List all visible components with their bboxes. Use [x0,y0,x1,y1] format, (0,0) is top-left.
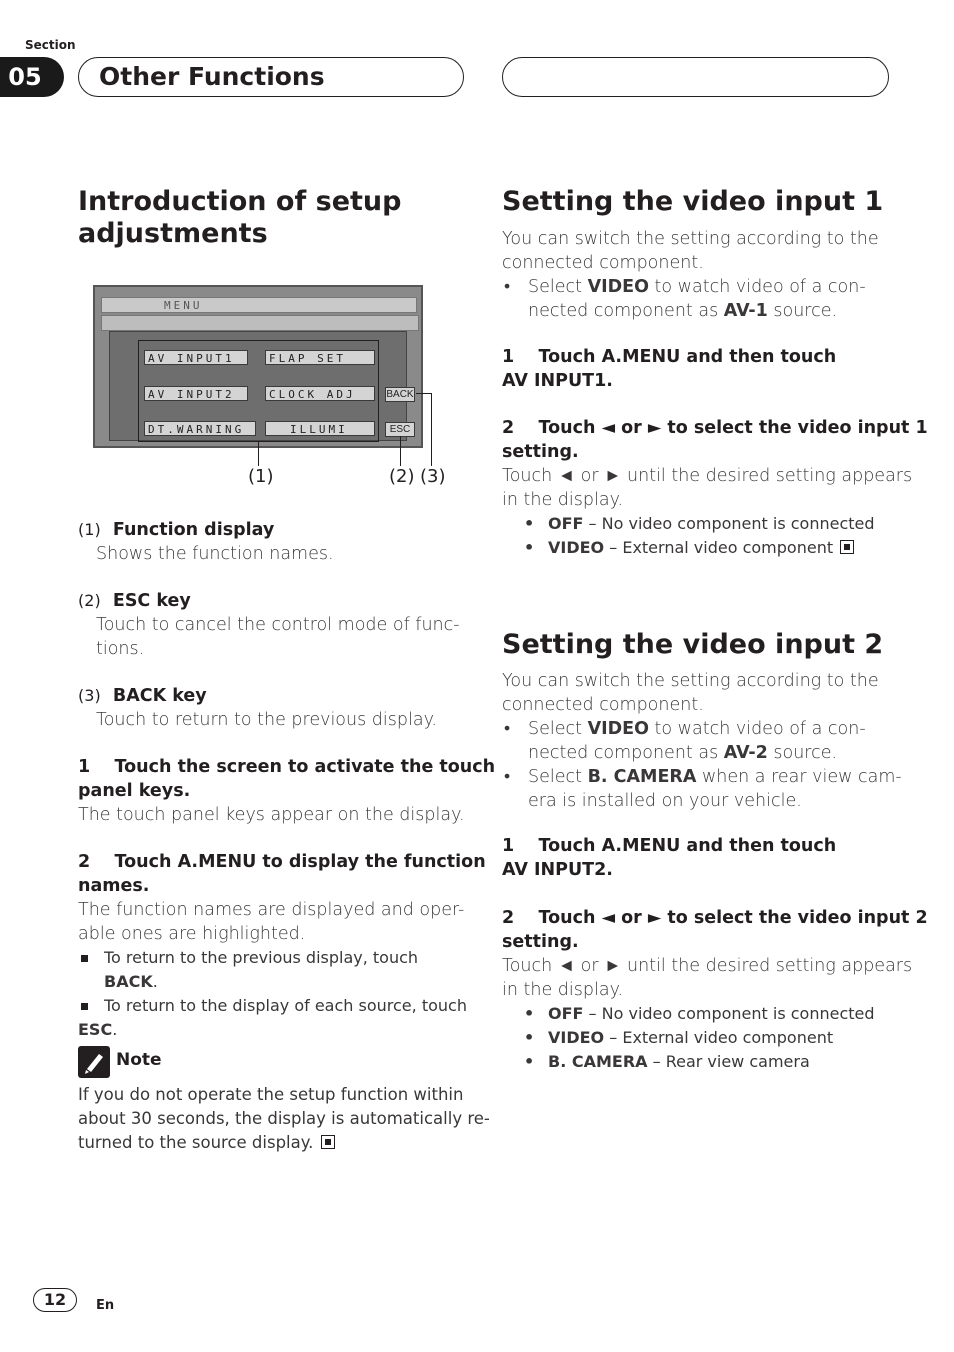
callout-number-1: (1) [248,466,274,487]
step1-text: The touch panel keys appear on the display. [78,805,465,825]
video-input1-step1: 1 Touch A.MENU and then touch AV INPUT1. [502,347,837,391]
screen-button-av-input1: AV INPUT1 [144,350,248,365]
intro-heading: Introduction of setup adjustments [78,186,402,249]
video-input1-options [502,512,875,560]
page-number: 12 [33,1288,77,1312]
chapter-title: Other Functions [78,57,464,97]
video-input1-step2: 2 Touch ◄ or ► to select the video input 1 setting. [502,418,928,462]
screen-sub-bar [101,315,419,331]
note-pencil-icon [78,1046,110,1078]
video-input2-bullet-camera: • Select B. CAMERA when a rear view cam- era is installed on your vehicle. [502,765,902,813]
screen-button-illumi: ILLUMI [265,421,375,436]
step2-text: The function names are displayed and oper- able ones are highlighted. [78,900,465,944]
menu-screen-figure [93,285,423,448]
callout-bracket-left [138,340,139,442]
video-input1-touch-text: Touch ◄ or ► until the desired setting appears in the display. [502,466,913,510]
video-input2-touch-text: Touch ◄ or ► until the desired setting appears in the display. [502,956,913,1000]
video-input2-option-video: • VIDEO – External video component [522,1026,875,1050]
video-input2-heading: Setting the video input 2 [502,629,884,660]
screen-button-clock-adj: CLOCK ADJ [265,386,375,401]
screen-menu-bar: MENU [101,297,417,313]
screen-button-dt-warning: DT.WARNING [144,421,256,436]
callout-bracket-right [378,340,379,442]
note-text: If you do not operate the setup function within about 30 seconds, the display is automatically re- turned to the source display. [78,1085,490,1152]
video-input2-step1: 1 Touch A.MENU and then touch AV INPUT2. [502,836,837,880]
item-back-key-text: Touch to return to the previous display. [96,710,437,730]
screen-button-av-input2: AV INPUT2 [144,386,248,401]
item-back-key-title: (3) BACK key [78,686,207,706]
video-input2-intro: You can switch the setting according to the connected component. • Select VIDEO to watch video of a con- nected component as AV-2 source. • Select B. CAMERA when a rear view cam- era is installed on your vehicle. [502,669,902,813]
video-input1-option-off: • OFF – No video component is connected [522,512,875,536]
section-label: Section [25,38,76,52]
note-label: Note [116,1050,162,1070]
screen-esc-key: ESC [385,422,415,437]
screen-back-key: BACK [386,389,414,400]
callout-number-3: (3) [420,466,446,487]
item-esc-key-title: (2) ESC key [78,591,191,611]
callout-number-2: (2) [389,466,415,487]
callout-bracket-top [138,340,378,341]
language-label: En [96,1298,115,1313]
video-input2-step2: 2 Touch ◄ or ► to select the video input 2 setting. [502,908,928,952]
video-input2-bullet-video: • Select VIDEO to watch video of a con- nected component as AV-2 source. [502,717,902,765]
callout-line-1 [258,442,259,466]
callout-line-3 [431,393,432,466]
section-number-badge: 05 [0,57,64,97]
video-input1-heading: Setting the video input 1 [502,186,884,217]
video-input1-intro: You can switch the setting according to the connected component. • Select VIDEO to watch video of a con- nected component as AV-1 source. [502,227,879,323]
video-input2-options [502,1002,875,1074]
end-mark-icon [840,540,854,554]
item-function-display-title: (1) Function display [78,520,275,540]
end-mark-icon [321,1135,335,1149]
step2-bullet-esc-cont: ESC. [78,1020,118,1039]
step2-bullet-esc: To return to the display of each source, touch [78,994,468,1018]
callout-line-3-h [416,393,432,394]
empty-header-box [502,57,889,97]
screen-button-flap-set: FLAP SET [265,350,375,365]
video-input2-option-camera: • B. CAMERA – Rear view camera [522,1050,875,1074]
step2-bullet-back: To return to the previous display, touch BACK. [78,946,468,994]
item-function-display-text: Shows the function names. [96,544,334,564]
video-input2-option-off: • OFF – No video component is connected [522,1002,875,1026]
item-esc-key-text: Touch to cancel the control mode of func- tions. [96,615,460,659]
step2-bullets [78,946,468,1042]
video-input1-bullet: • Select VIDEO to watch video of a con- nected component as AV-1 source. [502,275,879,323]
step2-heading: 2 Touch A.MENU to display the function names. [78,852,486,896]
screen-button-panel [109,331,407,441]
step1-heading: 1 Touch the screen to activate the touch panel keys. [78,757,496,801]
video-input1-option-video: • VIDEO – External video component [522,536,875,560]
callout-line-2 [400,436,401,466]
